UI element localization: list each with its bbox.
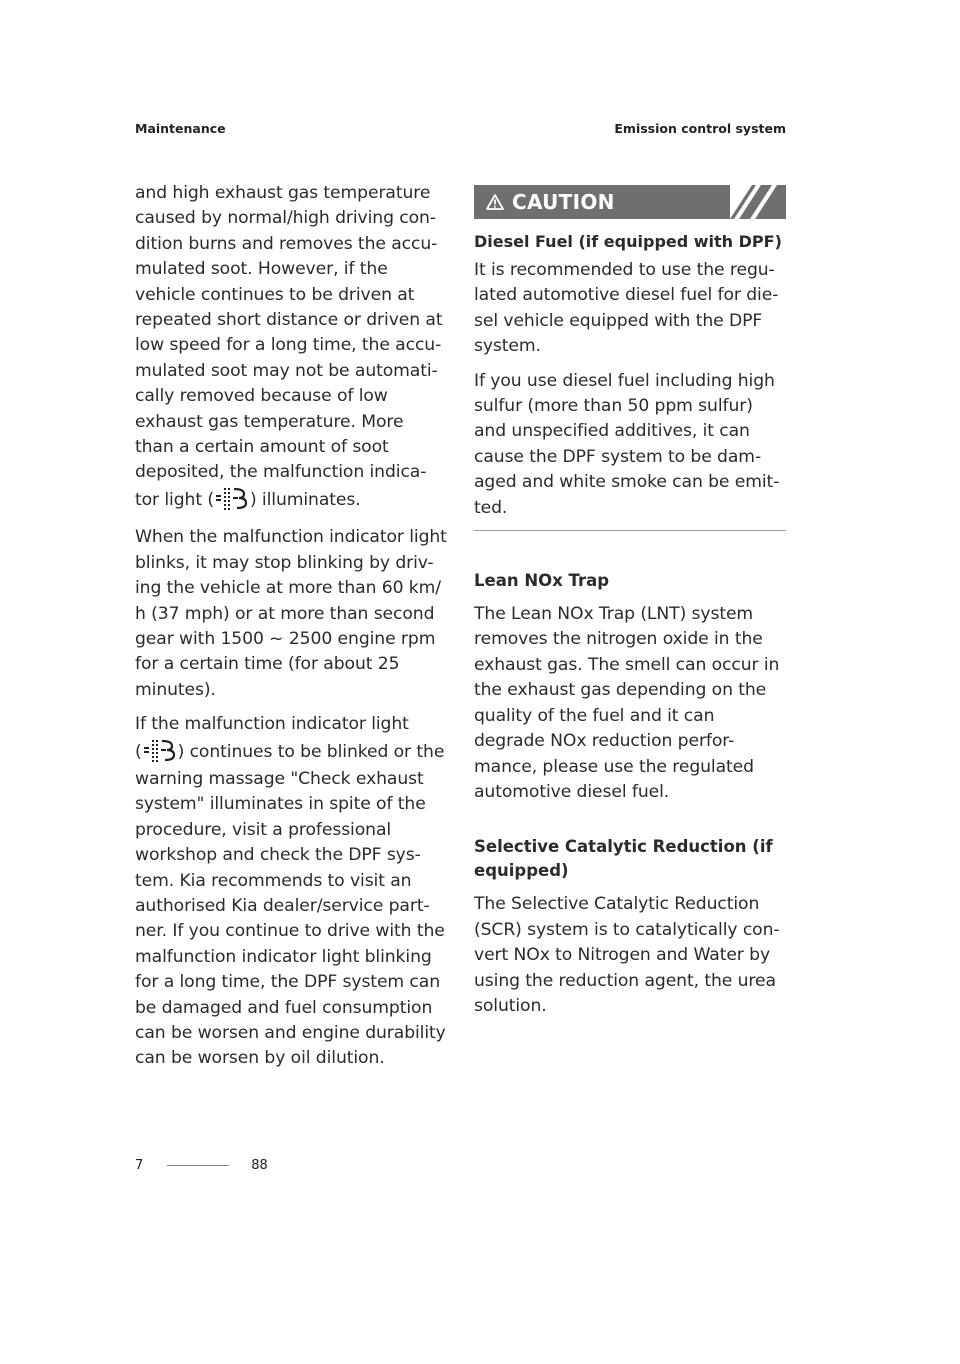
caution-end-divider (474, 530, 786, 531)
text-line: system. (474, 336, 541, 357)
footer-divider (167, 1165, 229, 1166)
text-line: caused by normal/high driving con- (135, 208, 436, 229)
text-line: be damaged and fuel consumption (135, 997, 433, 1018)
text-line: ner. If you continue to drive with the (135, 921, 445, 942)
text-line: can be worsen and engine durability (135, 1023, 446, 1043)
text-line: and high exhaust gas temperature (135, 183, 431, 203)
text-line: exhaust gas temperature. More (135, 411, 404, 432)
text-line: blinks, it may stop blinking by driv- (135, 552, 434, 573)
caution-banner (474, 185, 786, 219)
section-title-scr (474, 835, 786, 883)
text-line: lated automotive diesel fuel for die- (474, 285, 779, 306)
caution-slash-decoration (730, 185, 786, 219)
text-fragment: ) illuminates. (249, 489, 361, 510)
text-line: the exhaust gas depending on the (474, 680, 767, 701)
text-line: repeated short distance or driven at (135, 310, 443, 331)
text-line: Selective Catalytic Reduction (if (474, 837, 773, 857)
text-line: removes the nitrogen oxide in the (474, 629, 763, 650)
text-line: for a long time, the DPF system can (135, 972, 441, 993)
text-line: procedure, visit a professional (135, 819, 392, 840)
dpf-indicator-icon (215, 486, 249, 510)
warning-triangle-icon (486, 193, 504, 211)
text-line: deposited, the malfunction indica- (135, 462, 427, 483)
text-line: aged and white smoke can be emit- (474, 472, 780, 493)
text-line: dition burns and removes the accu- (135, 233, 438, 254)
text-line: vert NOx to Nitrogen and Water by (474, 945, 771, 966)
text-line: vehicle continues to be driven at (135, 284, 415, 305)
text-line: quality of the fuel and it can (474, 705, 715, 726)
text-line: system" illuminates in spite of the (135, 794, 426, 815)
text-line: The Lean NOx Trap (LNT) system (474, 604, 754, 625)
dpf-indicator-icon (143, 738, 177, 762)
text-line: can be worsen by oil dilution. (135, 1048, 385, 1069)
text-fragment: ) continues to be blinked or the (177, 741, 445, 762)
text-fragment: ( (135, 741, 142, 762)
text-line: using the reduction agent, the urea (474, 970, 776, 991)
text-line: h (37 mph) or at more than second (135, 603, 435, 624)
text-line: degrade NOx reduction perfor- (474, 731, 735, 752)
text-line: mulated soot may not be automati- (135, 360, 438, 381)
caution-label: CAUTION (512, 190, 615, 214)
chapter-number: 7 (135, 1158, 144, 1173)
text-line: mulated soot. However, if the (135, 259, 388, 280)
running-header-topic: Emission control system (614, 121, 786, 136)
text-line: ing the vehicle at more than 60 km/ (135, 578, 441, 599)
text-line: equipped) (474, 861, 569, 881)
text-line: gear with 1500 ~ 2500 engine rpm (135, 628, 436, 649)
section-title-lean-nox-trap: Lean NOx Trap (474, 571, 610, 591)
text-line: minutes). (135, 679, 216, 700)
text-line: exhaust gas. The smell can occur in (474, 654, 780, 675)
text-line: automotive diesel fuel. (474, 781, 670, 802)
left-column (135, 181, 447, 1081)
text-line: If the malfunction indicator light (135, 714, 409, 735)
text-line: solution. (474, 995, 547, 1016)
text-line: mance, please use the regulated (474, 756, 754, 777)
text-line: sel vehicle equipped with the DPF (474, 310, 763, 331)
text-line: for a certain time (for about 25 (135, 654, 400, 675)
text-line: If you use diesel fuel including high (474, 370, 775, 391)
paragraph-soot-burn (135, 181, 447, 513)
paragraph-lean-nox-trap (474, 602, 786, 805)
text-line: low speed for a long time, the accu- (135, 335, 442, 356)
text-line: (SCR) system is to catalytically con- (474, 919, 780, 940)
text-line: ted. (474, 497, 508, 518)
text-line: It is recommended to use the regu- (474, 260, 775, 280)
text-line: warning massage "Check exhaust (135, 768, 424, 789)
running-header-section: Maintenance (135, 121, 226, 136)
caution-title: Diesel Fuel (if equipped with DPF) (474, 232, 782, 251)
paragraph-continued-blinking (135, 712, 447, 1072)
text-line: tem. Kia recommends to visit an (135, 870, 412, 891)
right-column (474, 181, 786, 1028)
text-line: authorised Kia dealer/service part- (135, 895, 430, 916)
text-line: When the malfunction indicator light (135, 527, 447, 548)
text-line: than a certain amount of soot (135, 437, 389, 458)
text-line: cause the DPF system to be dam- (474, 446, 762, 467)
text-fragment: tor light ( (135, 489, 214, 510)
caution-paragraph-regulated-fuel (474, 258, 786, 360)
page-number: 88 (251, 1158, 268, 1173)
paragraph-scr (474, 892, 786, 1019)
text-line: workshop and check the DPF sys- (135, 845, 421, 866)
text-line-with-icon (135, 740, 447, 765)
page-footer (135, 1158, 268, 1173)
text-line-with-icon (135, 488, 447, 513)
text-line: The Selective Catalytic Reduction (474, 894, 760, 915)
text-line: malfunction indicator light blinking (135, 946, 432, 967)
text-line: sulfur (more than 50 ppm sulfur) (474, 396, 753, 417)
text-line: and unspecified additives, it can (474, 421, 750, 442)
caution-paragraph-high-sulfur (474, 369, 786, 521)
text-line: cally removed because of low (135, 386, 388, 407)
paragraph-blinking-indicator (135, 525, 447, 703)
